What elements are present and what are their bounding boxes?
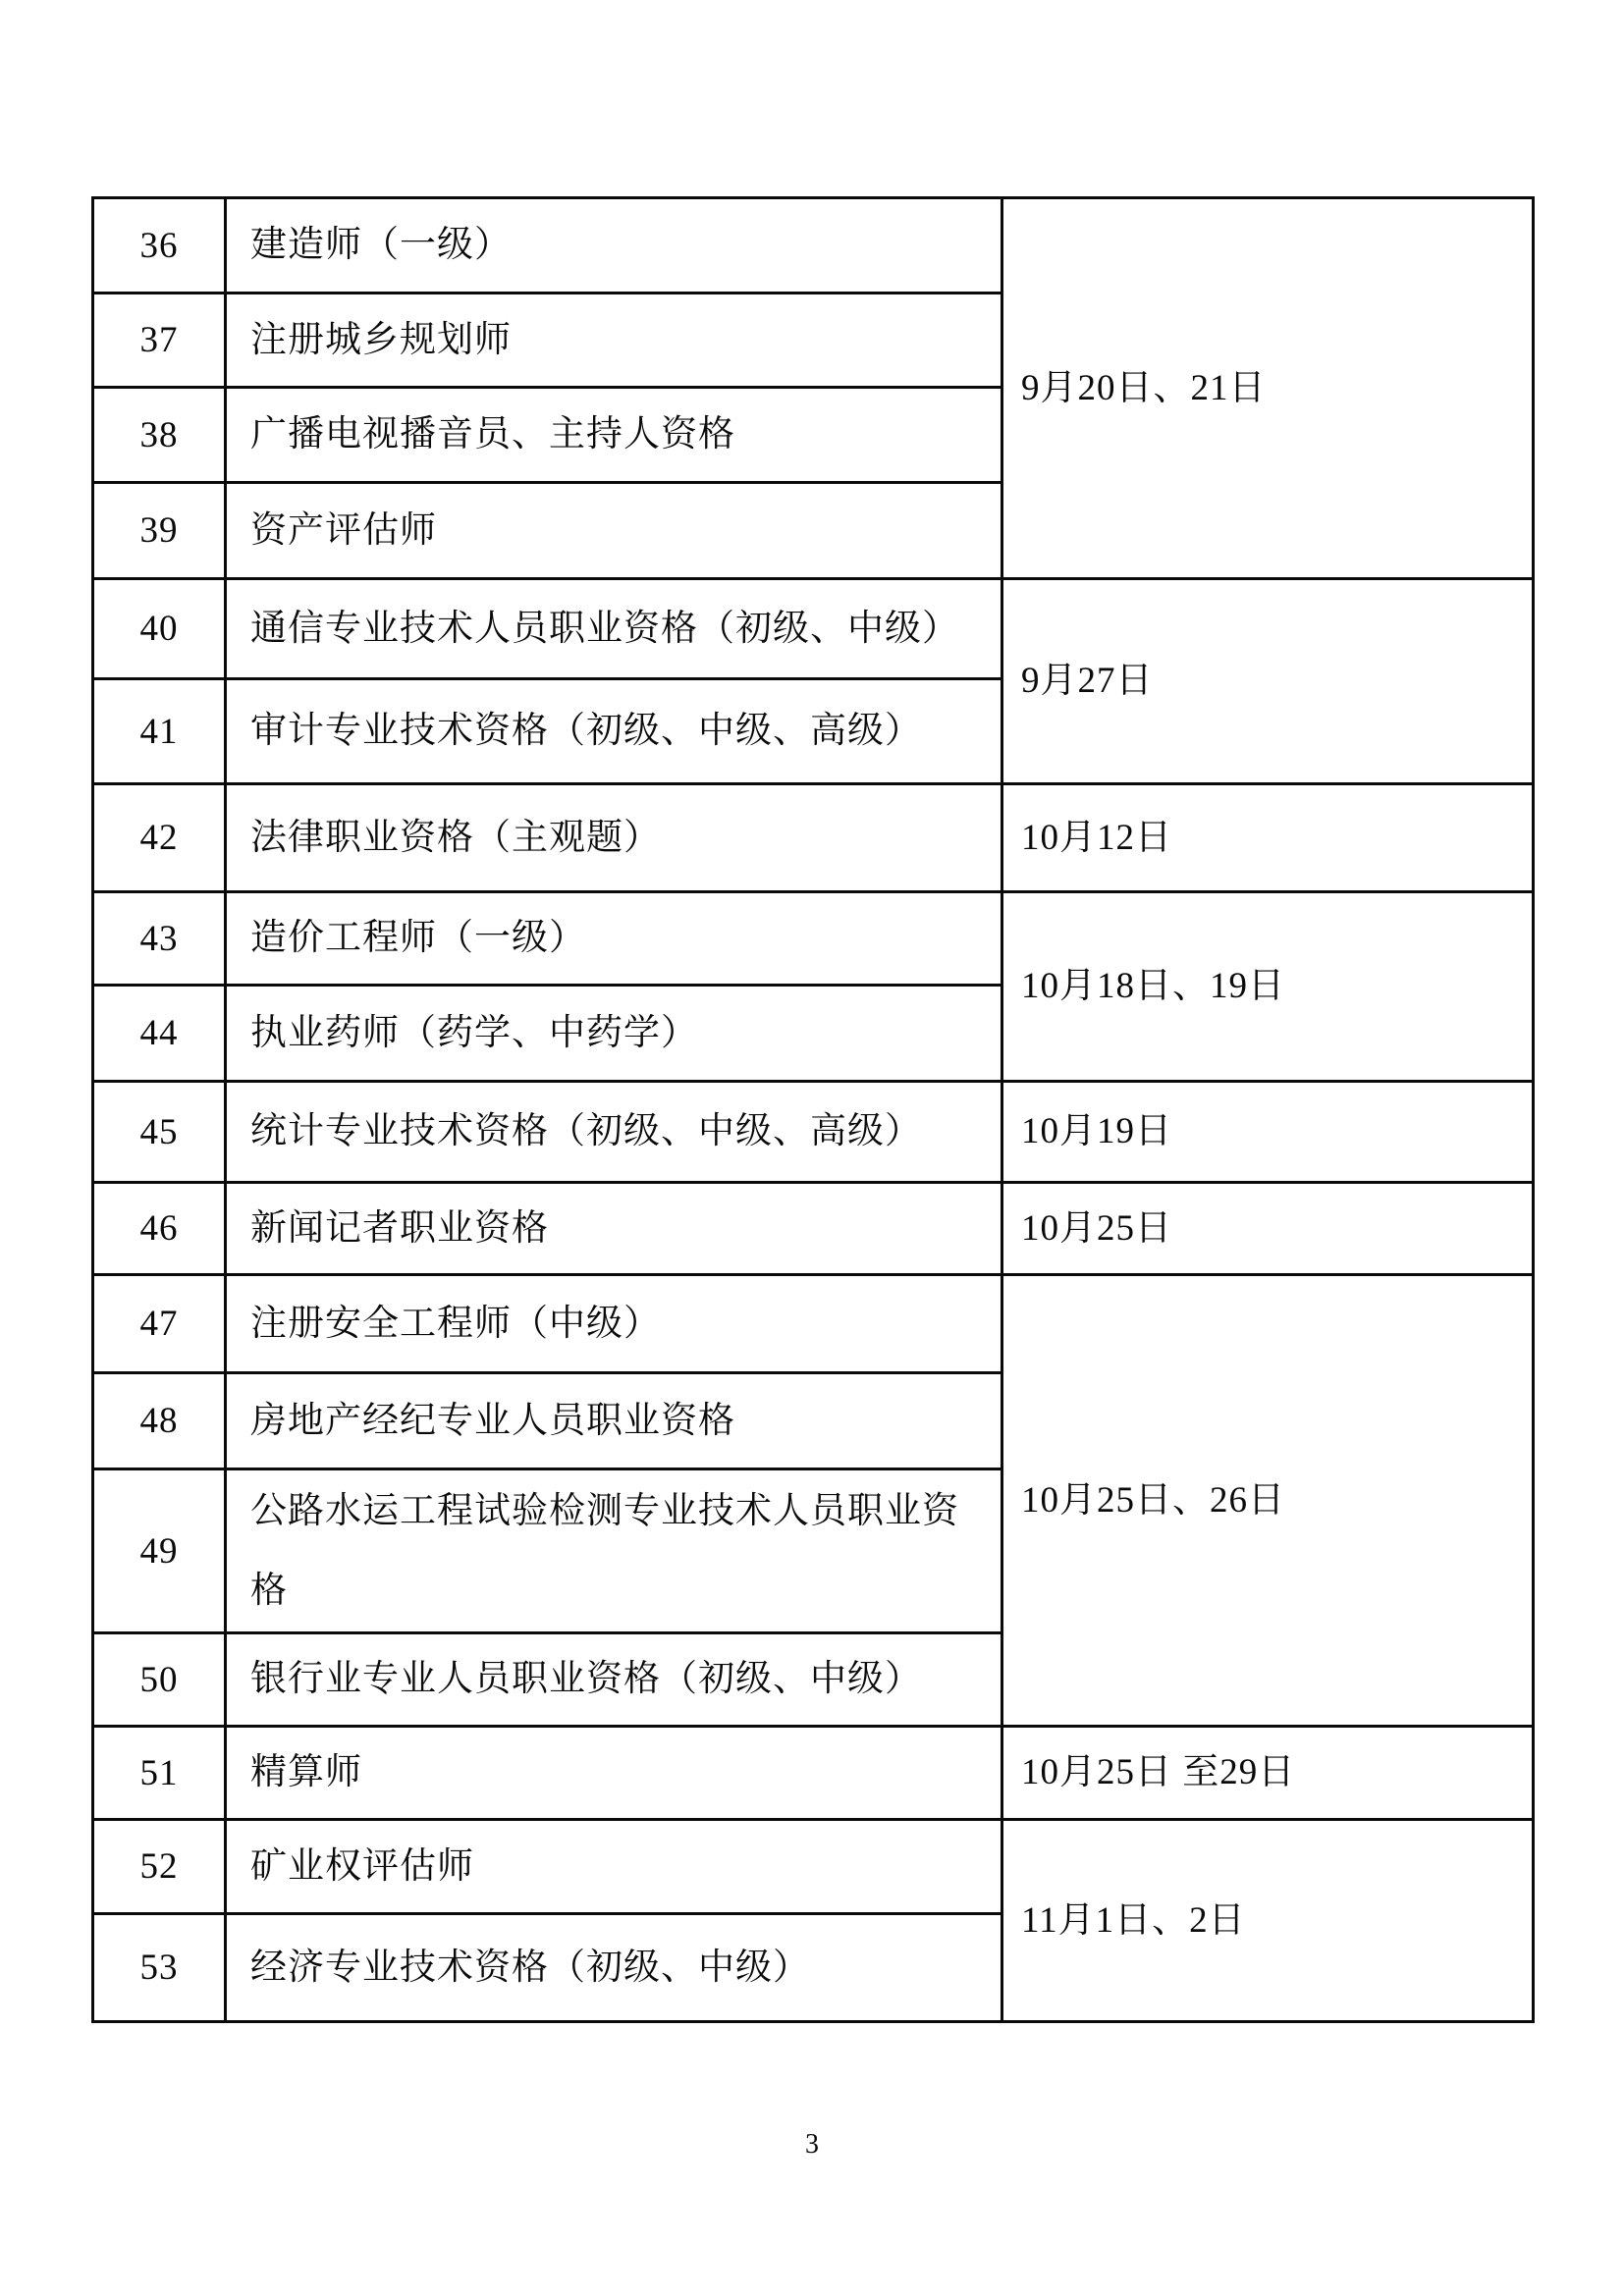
exam-date: 11月1日、2日 <box>1002 1820 1534 2022</box>
row-number: 43 <box>93 892 226 986</box>
exam-name: 公路水运工程试验检测专业技术人员职业资格 <box>226 1469 1002 1633</box>
exam-name: 广播电视播音员、主持人资格 <box>226 388 1002 483</box>
exam-date: 10月18日、19日 <box>1002 892 1534 1082</box>
exam-name: 房地产经纪专业人员职业资格 <box>226 1373 1002 1469</box>
exam-name: 精算师 <box>226 1727 1002 1820</box>
table-row <box>93 1082 1534 1183</box>
row-number: 39 <box>93 483 226 579</box>
table-row <box>93 892 1534 986</box>
row-number: 47 <box>93 1275 226 1373</box>
exam-schedule-table <box>91 196 1535 2023</box>
table-row <box>93 579 1534 679</box>
exam-name: 审计专业技术资格（初级、中级、高级） <box>226 679 1002 784</box>
row-number: 52 <box>93 1820 226 1914</box>
row-number: 42 <box>93 784 226 892</box>
row-number: 48 <box>93 1373 226 1469</box>
exam-name: 注册城乡规划师 <box>226 294 1002 388</box>
exam-date: 10月25日、26日 <box>1002 1275 1534 1727</box>
exam-date: 10月19日 <box>1002 1082 1534 1183</box>
row-number: 40 <box>93 579 226 679</box>
row-number: 46 <box>93 1183 226 1275</box>
exam-date: 9月20日、21日 <box>1002 198 1534 579</box>
page-number: 3 <box>805 2129 819 2160</box>
exam-name: 资产评估师 <box>226 483 1002 579</box>
row-number: 37 <box>93 294 226 388</box>
exam-name: 通信专业技术人员职业资格（初级、中级） <box>226 579 1002 679</box>
exam-name: 造价工程师（一级） <box>226 892 1002 986</box>
exam-name: 注册安全工程师（中级） <box>226 1275 1002 1373</box>
table-row <box>93 1727 1534 1820</box>
row-number: 45 <box>93 1082 226 1183</box>
row-number: 44 <box>93 986 226 1082</box>
row-number: 38 <box>93 388 226 483</box>
table-row <box>93 1820 1534 1914</box>
row-number: 53 <box>93 1914 226 2022</box>
exam-name: 银行业专业人员职业资格（初级、中级） <box>226 1633 1002 1727</box>
exam-name: 建造师（一级） <box>226 198 1002 294</box>
exam-date: 9月27日 <box>1002 579 1534 784</box>
exam-name: 矿业权评估师 <box>226 1820 1002 1914</box>
exam-name: 新闻记者职业资格 <box>226 1183 1002 1275</box>
row-number: 41 <box>93 679 226 784</box>
exam-name: 法律职业资格（主观题） <box>226 784 1002 892</box>
exam-date: 10月12日 <box>1002 784 1534 892</box>
table-row <box>93 1183 1534 1275</box>
exam-name: 执业药师（药学、中药学） <box>226 986 1002 1082</box>
row-number: 51 <box>93 1727 226 1820</box>
exam-name: 经济专业技术资格（初级、中级） <box>226 1914 1002 2022</box>
exam-table-body <box>93 198 1534 2022</box>
exam-date: 10月25日 <box>1002 1183 1534 1275</box>
row-number: 36 <box>93 198 226 294</box>
table-row <box>93 198 1534 294</box>
exam-name: 统计专业技术资格（初级、中级、高级） <box>226 1082 1002 1183</box>
row-number: 50 <box>93 1633 226 1727</box>
table-row <box>93 784 1534 892</box>
row-number: 49 <box>93 1469 226 1633</box>
exam-date: 10月25日 至29日 <box>1002 1727 1534 1820</box>
table-row <box>93 1275 1534 1373</box>
